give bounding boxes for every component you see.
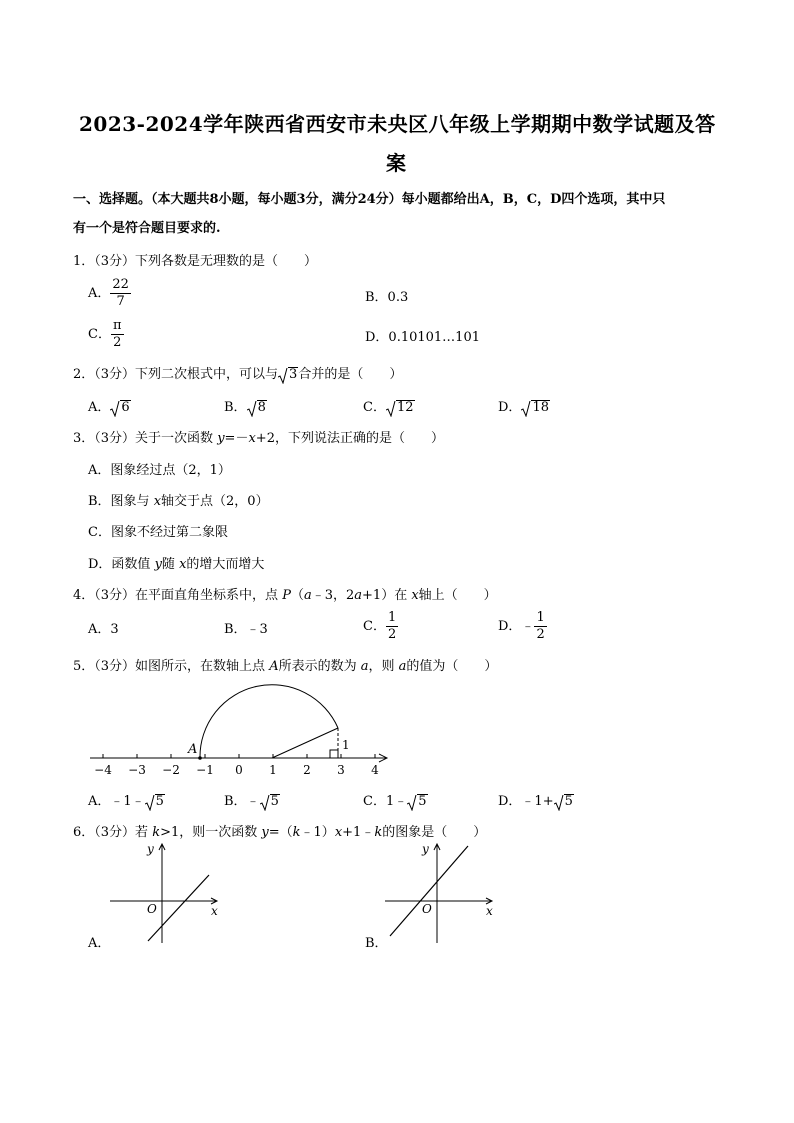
question-2-option-b: B． 8: [224, 400, 266, 415]
point-a-label: A: [188, 742, 198, 757]
axis-tick-label: 3: [337, 763, 345, 777]
axis-ticks: [94, 754, 379, 777]
axis-tick-label: 4: [371, 763, 379, 777]
question-4-option-d: D．﹣ $\frac{1}{2}$: [498, 610, 545, 642]
question-5-option-a: A．﹣1﹣ 5: [88, 794, 164, 809]
question-5-option-c: C．1﹣ 5: [363, 794, 427, 809]
question-2-option-a: A． 6: [88, 400, 130, 415]
origin-label: O: [147, 902, 157, 916]
square-root: 12: [386, 400, 415, 415]
question-6-option-b-label: B．: [365, 936, 388, 951]
number-line-figure: [85, 680, 395, 780]
y-axis-label: y: [147, 842, 154, 856]
square-root: 5: [407, 794, 427, 809]
x-axis-label: x: [211, 904, 218, 918]
right-angle-mark: [330, 750, 338, 758]
x-axis-label: x: [486, 904, 493, 918]
axis-tick-label: −3: [128, 763, 146, 777]
height-label: 1: [342, 738, 350, 752]
axis-tick-label: 1: [269, 763, 277, 777]
axis-tick-label: −4: [94, 763, 112, 777]
question-2-option-c: C． 12: [363, 400, 414, 415]
question-1-option-a: A． $\frac{22}{7}$: [88, 277, 129, 309]
question-3-option-d: D．函数值 y随 x的增大而增大: [88, 557, 265, 572]
question-5-option-d: D．﹣1+ 5: [498, 794, 573, 809]
question-2-option-d: D． 18: [498, 400, 549, 415]
question-4-option-a: A．3: [88, 622, 119, 637]
y-axis-label: y: [422, 842, 429, 856]
axis-tick-label: −2: [162, 763, 180, 777]
square-root: 6: [110, 400, 130, 415]
question-3-stem: 3．（3分）关于一次函数 y=－x+2，下列说法正确的是（ ）: [73, 431, 444, 446]
question-1-option-d: D．0.10101…101: [365, 330, 480, 345]
page-title: 2023-2024学年陕西省西安市未央区八年级上学期期中数学试题及答: [79, 112, 716, 136]
square-root: 8: [247, 400, 267, 415]
square-root: 3: [278, 367, 298, 382]
question-1-option-c: C． $\frac{\pi}{2}$: [88, 318, 122, 350]
question-6-option-a-label: A．: [88, 936, 111, 951]
square-root: 5: [145, 794, 165, 809]
question-3-option-b: B．图象与 x轴交于点（2，0）: [88, 494, 269, 509]
axis-tick-label: 0: [235, 763, 243, 777]
question-4-stem: 4．（3分）在平面直角坐标系中，点 P（a﹣3，2a+1）在 x轴上（ ）: [73, 588, 497, 603]
page-title-continued: 案: [386, 151, 407, 175]
question-3-option-a: A．图象经过点（2，1）: [88, 463, 231, 478]
question-5-stem: 5．（3分）如图所示，在数轴上点 A所表示的数为 a，则 a的值为（ ）: [73, 659, 498, 674]
arc: [200, 685, 338, 758]
question-1-stem: 1．（3分）下列各数是无理数的是（ ）: [73, 254, 318, 269]
graph-option-b: [380, 840, 500, 945]
fraction: $\frac{22}{7}$: [112, 277, 129, 309]
question-4-option-c: C． $\frac{1}{2}$: [363, 610, 397, 642]
fraction: $\frac{1}{2}$: [387, 610, 397, 642]
fraction: $\frac{1}{2}$: [536, 610, 545, 642]
question-6-stem: 6．（3分）若 k>1，则一次函数 y=（k﹣1）x+1﹣k的图象是（ ）: [73, 825, 487, 840]
question-4-option-b: B．﹣3: [224, 622, 268, 637]
function-line: [148, 875, 209, 941]
fraction: $\frac{\pi}{2}$: [112, 318, 122, 350]
section-heading: 一、选择题。（本大题共8小题，每小题3分，满分24分）每小题都给出A，B，C，D四个选项，其中只: [73, 192, 666, 207]
origin-label: O: [422, 902, 432, 916]
question-1-option-b: B．0.3: [365, 290, 409, 305]
square-root: 5: [260, 794, 280, 809]
question-3-option-c: C．图象不经过第二象限: [88, 525, 228, 540]
question-5-option-b: B．﹣ 5: [224, 794, 279, 809]
function-line: [390, 846, 468, 936]
question-2-stem: 2．（3分）下列二次根式中，可以与 3合并的是（ ）: [73, 367, 403, 382]
hypotenuse: [272, 728, 338, 758]
square-root: 18: [521, 400, 550, 415]
graph-option-a: [105, 840, 225, 945]
axis-tick-label: −1: [196, 763, 214, 777]
point-a: [198, 756, 202, 760]
section-heading-continued: 有一个是符合题目要求的.: [73, 221, 221, 236]
axis-tick-label: 2: [303, 763, 311, 777]
square-root: 5: [554, 794, 574, 809]
